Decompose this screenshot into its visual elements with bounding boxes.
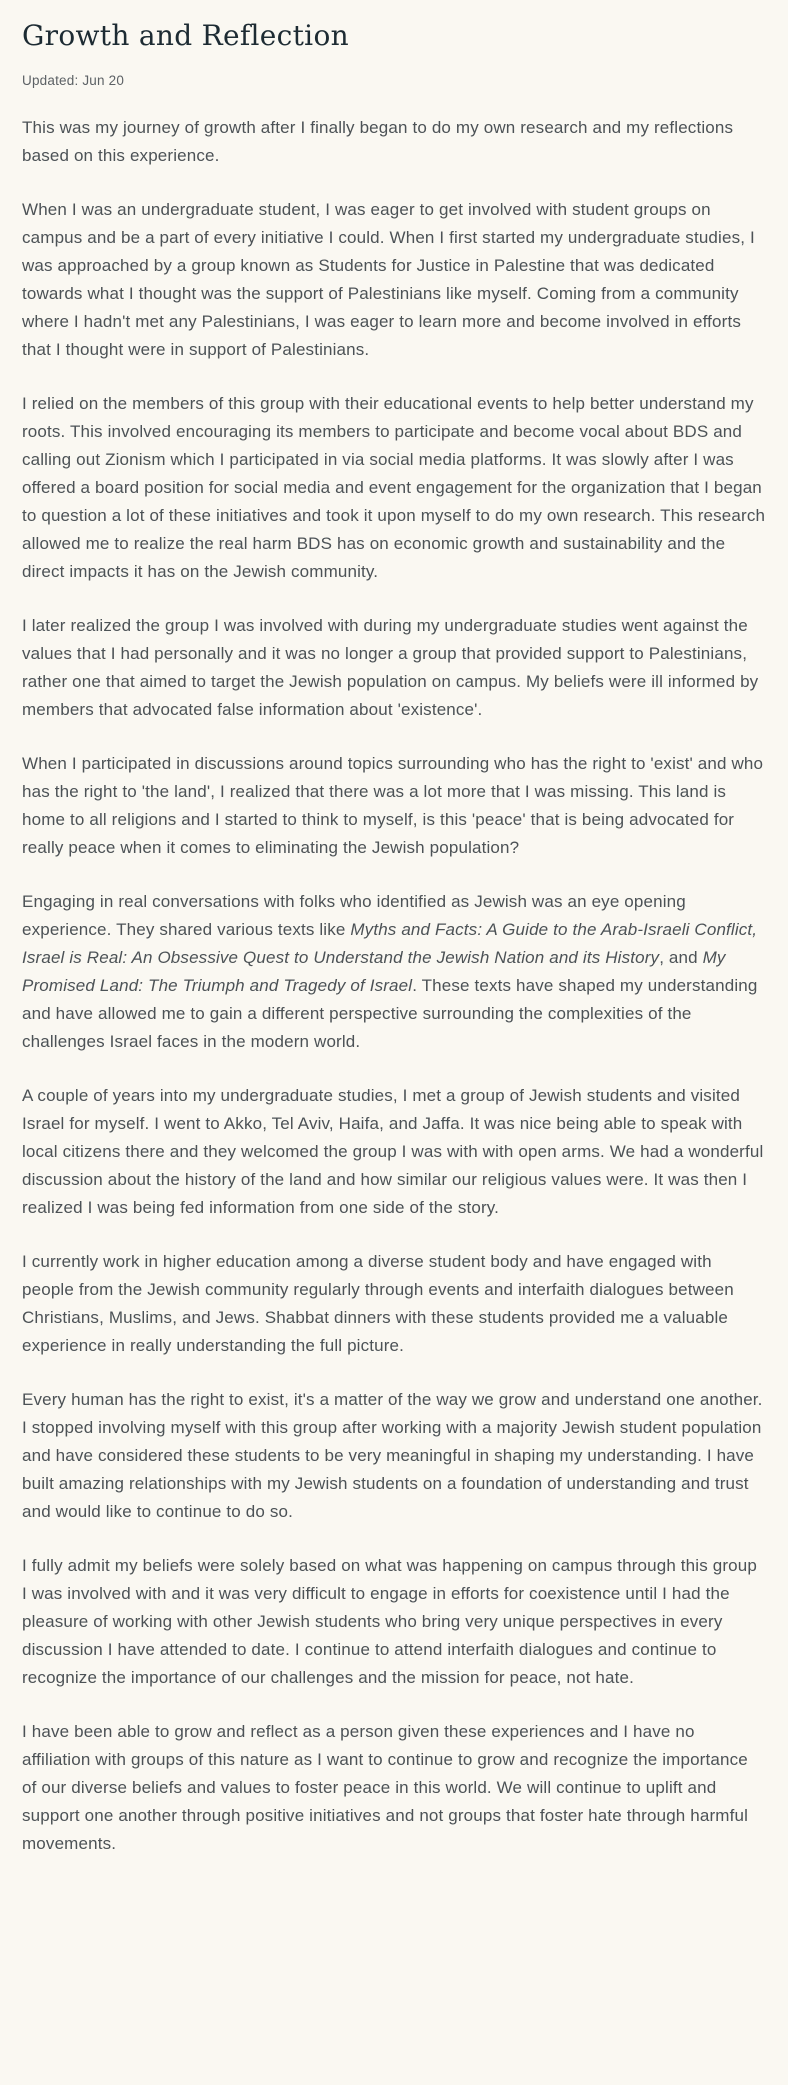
paragraph-text: I relied on the members of this group with their educational events to help better understand my roots. This involved encouraging its members to participate and become vocal about BDS and calling out Zionism which I participated in via social media platforms. It was slowly after I was offered a board position for social media and event engagement for the organization that I began to question a lot of these initiatives and took it upon myself to do my own research. This research allowed me to realize the real harm BDS has on economic growth and sustainability and the direct impacts it has on the Jewish community.: [22, 394, 766, 581]
paragraph: [22, 1552, 766, 1692]
paragraph: [22, 1248, 766, 1360]
paragraph-text: . These texts have shaped my understanding and have allowed me to gain a different perspective surrounding the complexities of the challenges Israel faces in the modern world.: [22, 976, 758, 1051]
paragraph: [22, 888, 766, 1056]
paragraph-text: Every human has the right to exist, it's a matter of the way we grow and understand one another. I stopped involving myself with this group after working with a majority Jewish student population and have considered these students to be very meaningful in shaping my understanding. I have built amazing relationships with my Jewish students on a foundation of understanding and trust and would like to continue to do so.: [22, 1390, 763, 1521]
paragraph: [22, 750, 766, 862]
paragraph-text: I fully admit my beliefs were solely based on what was happening on campus through this group I was involved with and it was very difficult to engage in efforts for coexistence until I had the pleasure of working with other Jewish students who bring very unique perspectives in every discussion I have attended to date. I continue to attend interfaith dialogues and continue to recognize the importance of our challenges and the mission for peace, not hate.: [22, 1556, 757, 1687]
paragraph-text: A couple of years into my undergraduate studies, I met a group of Jewish students and visited Israel for myself. I went to Akko, Tel Aviv, Haifa, and Jaffa. It was nice being able to speak with local citizens there and they welcomed the group I was with with open arms. We had a wonderful discussion about the history of the land and how similar our religious values were. It was then I realized I was being fed information from one side of the story.: [22, 1086, 764, 1217]
paragraph: [22, 390, 766, 586]
paragraph-text: Engaging in real conversations with folks who identified as Jewish was an eye opening experience. They shared various texts like: [22, 892, 686, 939]
paragraph: [22, 196, 766, 364]
paragraph-text: When I participated in discussions around topics surrounding who has the right to 'exist' and who has the right to 'the land', I realized that there was a lot more that I was missing. This land is home to all religions and I started to think to myself, is this 'peace' that is being advocated for really peace when it comes to eliminating the Jewish population?: [22, 754, 764, 857]
paragraph-text: I later realized the group I was involved with during my undergraduate studies went against the values that I had personally and it was no longer a group that provided support to Palestinians, rather one that aimed to target the Jewish population on campus. My beliefs were ill informed by members that advocated false information about 'existence'.: [22, 616, 759, 719]
paragraph: [22, 1386, 766, 1526]
paragraph: [22, 1082, 766, 1222]
article-body: [22, 114, 766, 1858]
paragraph-text: , and: [659, 948, 703, 967]
book-title-text: My Promised Land: The Triumph and Tragedy of Israel: [22, 948, 726, 995]
paragraph: [22, 114, 766, 170]
paragraph: [22, 612, 766, 724]
page-title: Growth and Reflection: [22, 19, 349, 52]
paragraph-text: This was my journey of growth after I finally began to do my own research and my reflections based on this experience.: [22, 118, 734, 165]
updated-date: Updated: Jun 20: [22, 73, 125, 88]
paragraph: [22, 1718, 766, 1858]
paragraph-text: I currently work in higher education among a diverse student body and have engaged with people from the Jewish community regularly through events and interfaith dialogues between Christians, Muslims, and Jews. Shabbat dinners with these students provided me a valuable experience in really understanding the full picture.: [22, 1252, 734, 1355]
paragraph-text: When I was an undergraduate student, I was eager to get involved with student groups on campus and be a part of every initiative I could. When I first started my undergraduate studies, I was approached by a group known as Students for Justice in Palestine that was dedicated towards what I thought was the support of Palestinians like myself. Coming from a community where I hadn't met any Palestinians, I was eager to learn more and become involved in efforts that I thought were in support of Palestinians.: [22, 200, 755, 359]
paragraph-text: I have been able to grow and reflect as a person given these experiences and I have no affiliation with groups of this nature as I want to continue to grow and recognize the importance of our diverse beliefs and values to foster peace in this world. We will continue to uplift and support one another through positive initiatives and not groups that foster hate through harmful movements.: [22, 1722, 749, 1853]
book-title-text: Myths and Facts: A Guide to the Arab-Israeli Conflict, Israel is Real: An Obsessive Quest to Understand the Jewish Nation and its History: [22, 920, 758, 967]
